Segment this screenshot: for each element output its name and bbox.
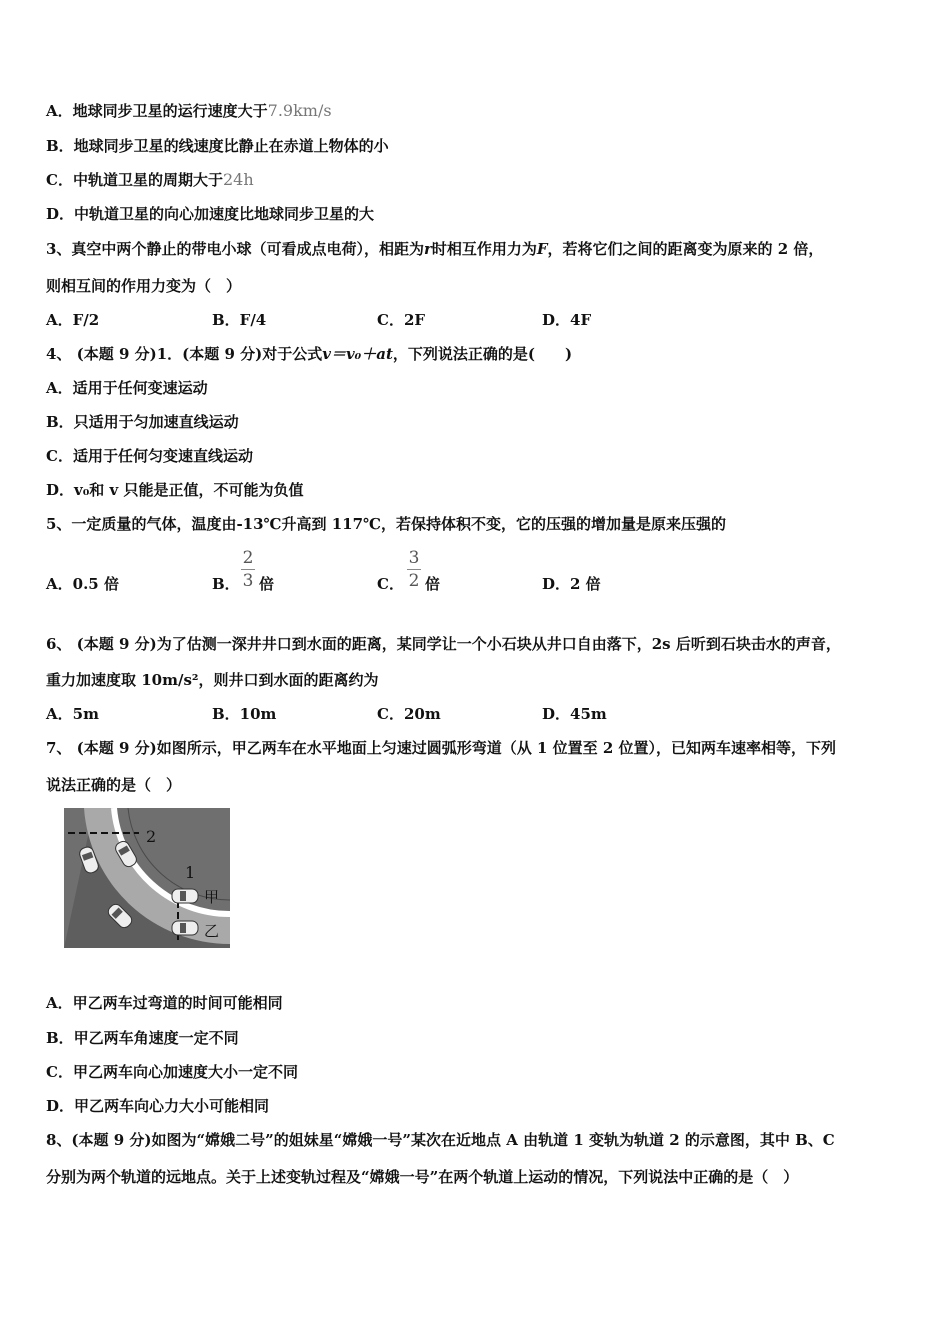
q7-option-a: A．甲乙两车过弯道的时间可能相同 (46, 994, 283, 1012)
q6-option-a: A．5m (46, 705, 99, 723)
q4-stem-part1: 4、 (本题 9 分)1．(本题 9 分)对于公式 (46, 345, 323, 363)
q4-option-b: B．只适用于匀加速直线运动 (46, 413, 239, 431)
q6-option-d: D．45m (542, 705, 607, 723)
q7-option-d: D．甲乙两车向心力大小可能相同 (46, 1097, 270, 1115)
car-yi (172, 921, 198, 935)
q7-stem-line2: 说法正确的是（ ） (46, 776, 182, 794)
q7-option-b: B．甲乙两车角速度一定不同 (46, 1029, 239, 1047)
q5-option-c-unit: 倍 (425, 575, 441, 593)
q7-option-c: C．甲乙两车向心加速度大小一定不同 (46, 1063, 298, 1081)
q2-option-a-text: A．地球同步卫星的运行速度大于 (46, 102, 268, 120)
q6-option-c: C．20m (377, 705, 441, 723)
q3-stem-part3: ，若将它们之间的距离变为原来的 2 倍， (547, 240, 824, 258)
q3-var-r: r (423, 240, 432, 258)
q7-stem-line1: 7、 (本题 9 分)如图所示，甲乙两车在水平地面上匀速过圆弧形弯道（从 1 位置至 2 位置），已知两车速率相等，下列 (46, 739, 837, 757)
q2-option-c-value: 24h (222, 170, 254, 189)
fraction-bar (241, 569, 255, 570)
q5-option-b-unit: 倍 (259, 575, 275, 593)
q4-option-d: D．v₀和 v 只能是正值，不可能为负值 (46, 481, 304, 499)
q5-option-b-denominator: 3 (242, 571, 254, 591)
q6-stem-line2: 重力加速度取 10m/s²，则井口到水面的距离约为 (46, 671, 379, 689)
q3-stem-line2: 则相互间的作用力变为（ ） (46, 277, 242, 295)
q5-stem: 5、一定质量的气体，温度由-13℃升高到 117℃，若保持体积不变，它的压强的增加量是原来压强的 (46, 515, 727, 533)
q5-option-c-numerator: 3 (408, 548, 420, 568)
q8-stem-line2: 分别为两个轨道的远地点。关于上述变轨过程及“嫦娥一号”在两个轨道上运动的情况，下列说法中正确的是（ ） (46, 1168, 799, 1186)
q5-option-c-label: C． (377, 575, 404, 593)
q5-option-c-fraction (407, 548, 421, 591)
q5-option-b-label: B． (212, 575, 240, 593)
label-yi: 乙 (204, 922, 220, 940)
q6-option-b: B．10m (212, 705, 277, 723)
curved-road-figure (64, 808, 230, 948)
q3-option-a: A．F/2 (46, 311, 100, 329)
q2-option-d: D．中轨道卫星的向心加速度比地球同步卫星的大 (46, 205, 375, 223)
q2-option-a (46, 101, 332, 121)
q3-option-d: D．4F (542, 311, 592, 329)
q2-option-c-text: C．中轨道卫星的周期大于 (46, 171, 223, 189)
q4-formula: v＝v₀＋at (322, 345, 393, 363)
q6-stem-line1: 6、 (本题 9 分)为了估测一深井井口到水面的距离，某同学让一个小石块从井口自由落下，2s 后听到石块击水的声音， (46, 635, 841, 653)
q3-stem-part2: 时相互作用力为 (431, 240, 537, 258)
q5-option-b-numerator: 2 (242, 548, 254, 568)
q4-option-a: A．适用于任何变速运动 (46, 379, 208, 397)
q4-option-c: C．适用于任何匀变速直线运动 (46, 447, 253, 465)
q8-stem-line1: 8、(本题 9 分)如图为“嫦娥二号”的姐妹星“嫦娥一号”某次在近地点 A 由轨道 1 变轨为轨道 2 的示意图，其中 B、C (46, 1131, 835, 1149)
q2-option-c (46, 170, 254, 190)
q3-option-b: B．F/4 (212, 311, 267, 329)
label-1: 1 (185, 863, 196, 882)
q5-option-d: D．2 倍 (542, 575, 601, 593)
car-jia (172, 889, 198, 903)
q3-var-f: F (536, 240, 548, 258)
label-jia: 甲 (204, 888, 220, 906)
q2-option-a-value: 7.9km/s (267, 101, 332, 120)
q5-option-b-fraction (241, 548, 255, 591)
q3-stem-line1 (46, 239, 823, 259)
q3-option-c: C．2F (377, 311, 426, 329)
q5-option-a: A．0.5 倍 (46, 575, 119, 593)
q4-stem-part2: ，下列说法正确的是( ) (392, 345, 573, 363)
label-2: 2 (146, 827, 157, 846)
q4-stem (46, 344, 572, 364)
q5-option-c-denominator: 2 (408, 571, 420, 591)
fraction-bar (407, 569, 421, 570)
q2-option-b: B．地球同步卫星的线速度比静止在赤道上物体的小 (46, 137, 389, 155)
q3-stem-part1: 3、真空中两个静止的带电小球（可看成点电荷），相距为 (46, 240, 424, 258)
